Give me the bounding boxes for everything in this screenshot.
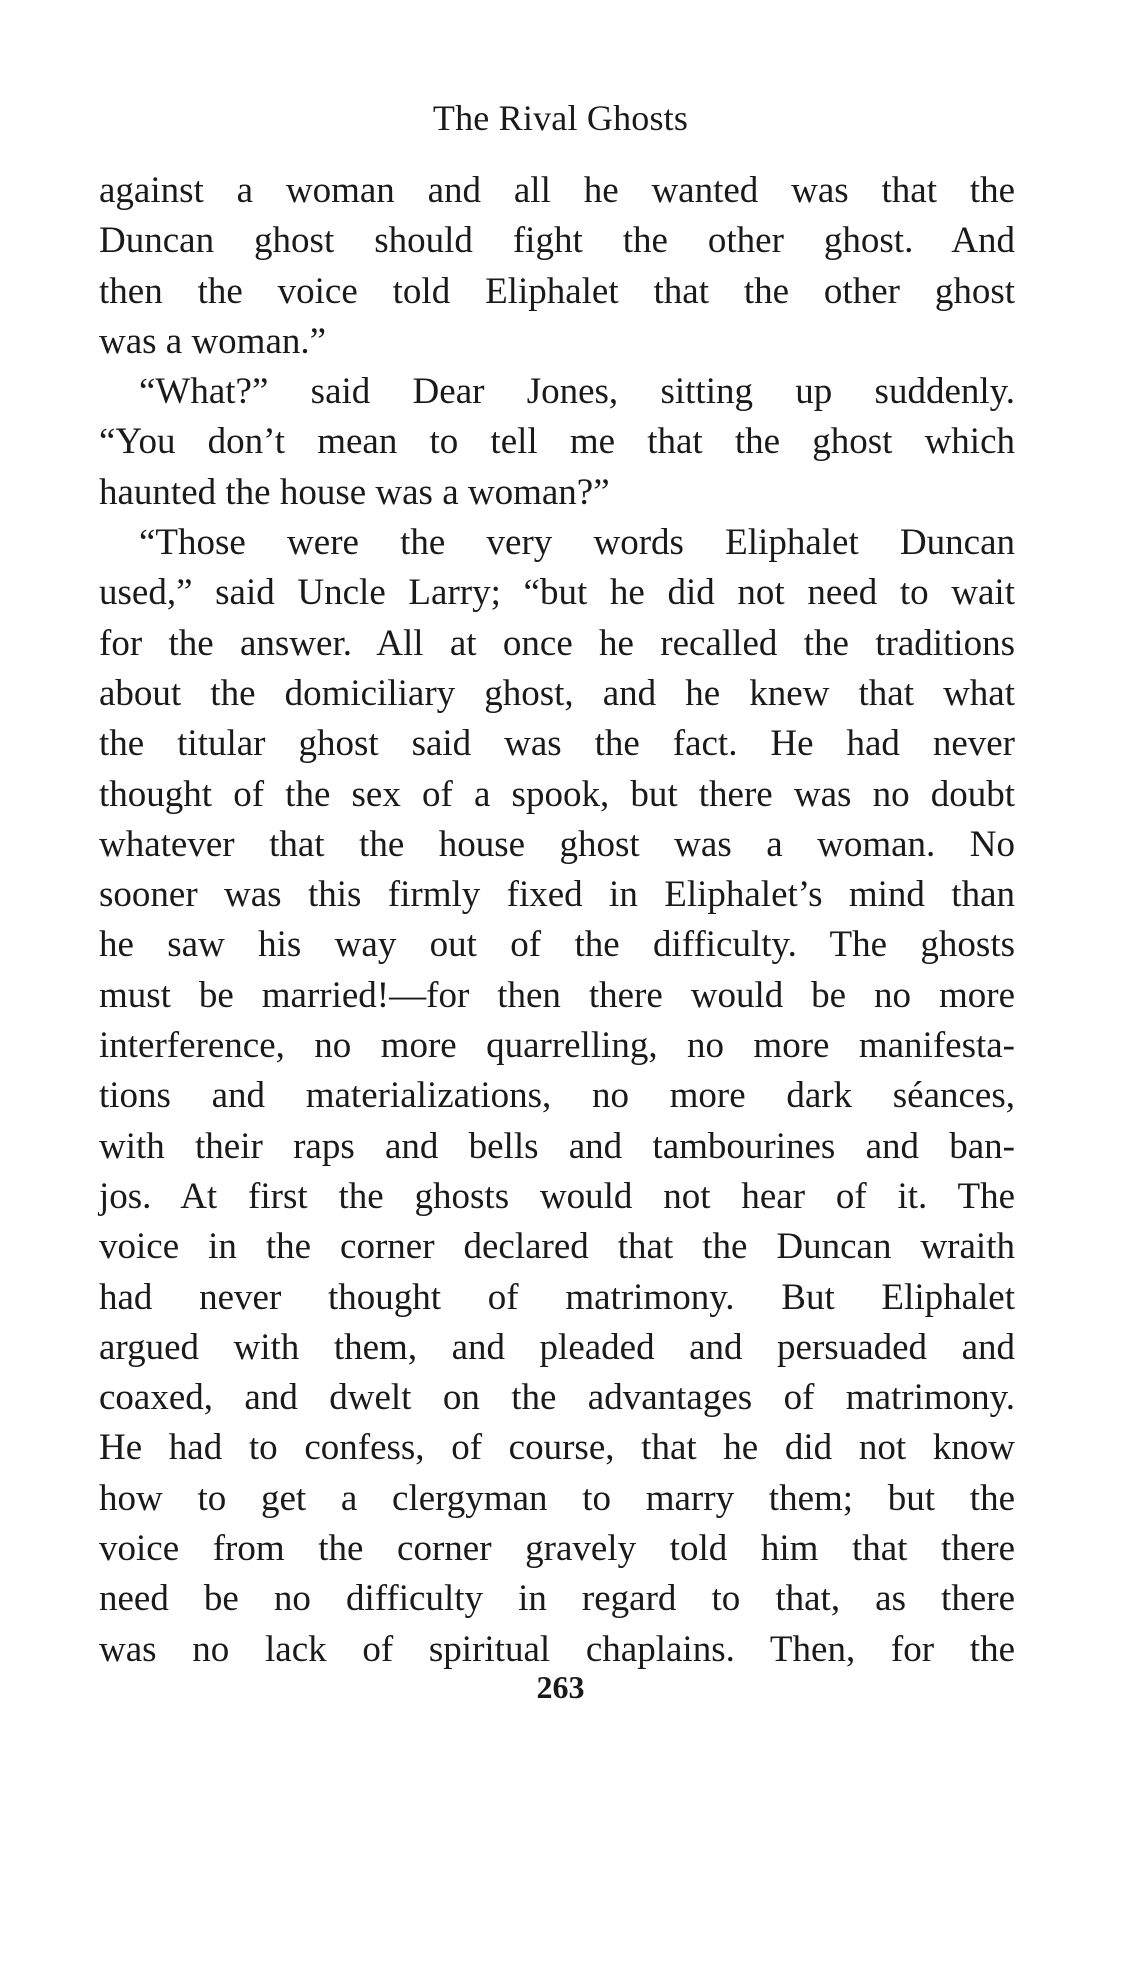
text-line: with their raps and bells and tambourines and ban-: [99, 1125, 1015, 1167]
text-line: “You don’t mean to tell me that the ghost which: [99, 421, 1015, 463]
page-number: 263: [536, 1669, 585, 1705]
text-line: “What?” said Dear Jones, sitting up suddenly.: [139, 371, 1015, 413]
text-line: jos. At first the ghosts would not hear of it. The: [99, 1175, 1015, 1217]
text-line: voice in the corner declared that the Duncan wraith: [99, 1226, 1015, 1268]
text-line: He had to confess, of course, that he did not know: [99, 1427, 1015, 1469]
text-line: he saw his way out of the difficulty. The ghosts: [99, 924, 1015, 966]
text-line: for the answer. All at once he recalled the traditions: [99, 622, 1015, 664]
text-line: Duncan ghost should fight the other ghost. And: [99, 220, 1015, 262]
running-head: The Rival Ghosts: [432, 98, 689, 138]
text-line: against a woman and all he wanted was that the: [99, 170, 1015, 211]
text-line: had never thought of matrimony. But Eliphalet: [99, 1276, 1015, 1318]
text-line: the titular ghost said was the fact. He had never: [99, 723, 1015, 765]
text-line: voice from the corner gravely told him that there: [99, 1528, 1015, 1570]
text-line: need be no difficulty in regard to that, as there: [99, 1578, 1015, 1620]
text-line: haunted the house was a woman?”: [99, 471, 610, 513]
text-line: interference, no more quarrelling, no more manifesta-: [99, 1025, 1015, 1067]
text-line: was no lack of spiritual chaplains. Then, for the: [99, 1628, 1015, 1670]
text-line: then the voice told Eliphalet that the other ghost: [99, 270, 1015, 312]
text-line: used,” said Uncle Larry; “but he did not need to wait: [99, 572, 1015, 614]
text-line: “Those were the very words Eliphalet Duncan: [139, 522, 1015, 564]
text-line: must be married!—for then there would be no more: [99, 974, 1015, 1016]
text-line: about the domiciliary ghost, and he knew that what: [99, 672, 1015, 714]
text-line: was a woman.”: [99, 320, 327, 362]
text-line: argued with them, and pleaded and persuaded and: [99, 1326, 1015, 1368]
text-line: tions and materializations, no more dark séances,: [99, 1075, 1015, 1117]
text-line: whatever that the house ghost was a woman. No: [99, 823, 1015, 865]
text-line: thought of the sex of a spook, but there was no doubt: [99, 773, 1015, 815]
text-line: coaxed, and dwelt on the advantages of matrimony.: [99, 1377, 1015, 1419]
body-text: [99, 166, 1015, 1675]
text-line: sooner was this firmly fixed in Eliphalet’s mind than: [99, 874, 1015, 916]
text-line: how to get a clergyman to marry them; but the: [99, 1477, 1015, 1519]
